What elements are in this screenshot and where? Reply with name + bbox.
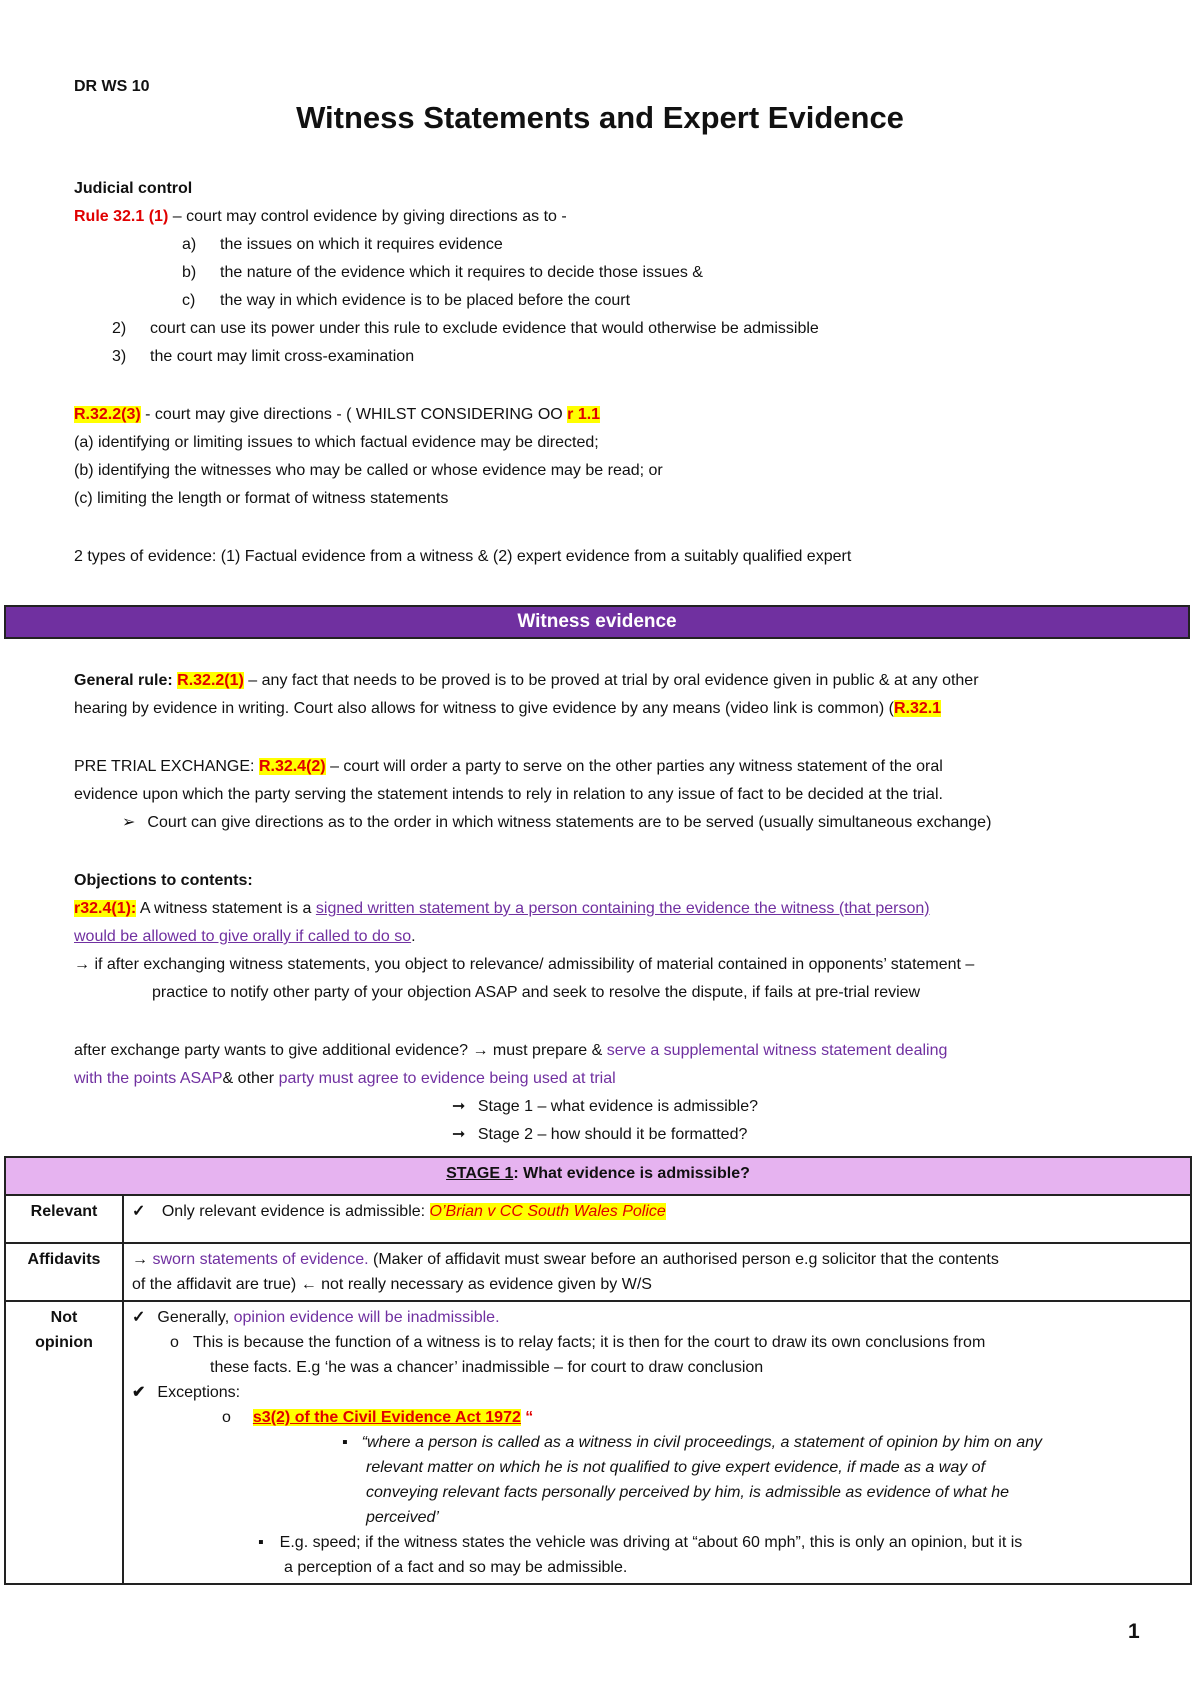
table-row: Affidavits → sworn statements of evidence. (Maker of affidavit must swear before an authorised person e.g solicitor that the contents of the affidavit are true) ← not really necessary as evidence given by W/S	[5, 1243, 1191, 1301]
doc-code: DR WS 10	[74, 78, 150, 95]
pretrial-bullet: ➢ Court can give directions as to the order in which witness statements are to be served (usually simultaneous exchange)	[122, 814, 992, 831]
check-icon: ✓	[132, 1309, 146, 1326]
rule-32-1-line	[74, 206, 567, 228]
objections-arrow-line-1: → if after exchanging witness statements, you object to relevance/ admissibility of material contained in opponents’ statement –	[74, 956, 975, 973]
circle-bullet-icon: o	[222, 1409, 231, 1426]
general-rule-line-1: General rule: R.32.2(1) – any fact that needs to be proved is to be proved at trial by oral evidence given in public & at any other	[74, 672, 979, 689]
objections-arrow-line-2: practice to notify other party of your objection ASAP and seek to resolve the dispute, if fails at pre-trial review	[152, 984, 921, 1001]
section-banner: Witness evidence	[4, 605, 1190, 639]
r32-2-3-line: R.32.2(3) - court may give directions - ( WHILST CONSIDERING OO r 1.1	[74, 406, 601, 423]
square-bullet-icon: ▪	[258, 1534, 264, 1551]
table-row: Relevant ✓ Only relevant evidence is admissible: O’Brian v CC South Wales Police	[5, 1195, 1191, 1243]
check-icon: ✔	[132, 1384, 146, 1401]
row-label: Not opinion	[5, 1301, 123, 1584]
circle-bullet-icon: o	[170, 1334, 179, 1351]
r32-2-line-c: (c) limiting the length or format of witness statements	[74, 490, 449, 507]
rule-text: – court may control evidence by giving directions as to -	[168, 208, 567, 225]
pretrial-line-1: PRE TRIAL EXCHANGE: R.32.4(2) – court will order a party to serve on the other parties any witness statement of the oral	[74, 758, 943, 775]
table-header-row: STAGE 1: What evidence is admissible?	[5, 1157, 1191, 1195]
stage-1-line: ➞ Stage 1 – what evidence is admissible?	[452, 1098, 759, 1115]
list-item: 2) court can use its power under this rule to exclude evidence that would otherwise be admissible	[112, 320, 819, 337]
row-label: Affidavits	[5, 1243, 123, 1301]
judicial-heading: Judicial control	[74, 180, 193, 197]
table-row: Not opinion ✓ Generally, opinion evidence will be inadmissible. o This is because the function of a witness is to relay facts; it is then for the court to draw its own conclusions from these facts. E.g ‘he was a chancer’ inadmissible – for court to draw conclusion ✔ Exceptions: o s3(2) of the Civil Evidence Act 1972 “ ▪ “where a person is called as a witness in civil proceedings, a statement of opinion by him on any relevant matter on which he is not qualified to give expert evidence, if made as a way of conveying relevant facts personally perceived by him, is admissible as evidence of what he perceived’ ▪ E.g. speed; if the witness states the vehicle was driving at “about 60 mph”, this is only an opinion, but it is a perception of a fact and so may be admissible.	[5, 1301, 1191, 1584]
page-title: Witness Statements and Expert Evidence	[296, 100, 904, 135]
objections-line-2: would be allowed to give orally if called to do so.	[74, 928, 416, 945]
rule-ref: Rule 32.1	[74, 208, 145, 225]
check-icon: ✓	[132, 1203, 146, 1220]
list-item: 3) the court may limit cross-examination	[112, 348, 415, 365]
objections-heading: Objections to contents:	[74, 872, 253, 889]
after-exchange-line-2: with the points ASAP& other party must agree to evidence being used at trial	[74, 1070, 616, 1087]
list-item: b) the nature of the evidence which it requires to decide those issues &	[182, 264, 703, 281]
general-rule-line-2: hearing by evidence in writing. Court also allows for witness to give evidence by any means (video link is common) (R.32.1	[74, 700, 942, 717]
square-bullet-icon: ▪	[342, 1434, 348, 1451]
objections-line-1: r32.4(1): A witness statement is a signed written statement by a person containing the evidence the witness (that person)	[74, 900, 930, 917]
evidence-types: 2 types of evidence: (1) Factual evidence from a witness & (2) expert evidence from a suitably qualified expert	[74, 548, 852, 565]
r32-2-line-a: (a) identifying or limiting issues to which factual evidence may be directed;	[74, 434, 599, 451]
page-number: 1	[1128, 1620, 1140, 1643]
list-item: a) the issues on which it requires evidence	[182, 236, 503, 253]
list-item: c) the way in which evidence is to be placed before the court	[182, 292, 631, 309]
pretrial-line-2: evidence upon which the party serving the statement intends to rely in relation to any issue of fact to be decided at the trial.	[74, 786, 943, 803]
rule-sub: (1)	[148, 208, 169, 225]
stage-2-line: ➞ Stage 2 – how should it be formatted?	[452, 1126, 748, 1143]
row-label: Relevant	[5, 1195, 123, 1243]
admissibility-table	[4, 1156, 1192, 1585]
arrowhead-bullet-icon: ➢	[122, 814, 136, 831]
after-exchange-line-1: after exchange party wants to give additional evidence? → must prepare & serve a supplemental witness statement dealing	[74, 1042, 948, 1059]
r32-2-line-b: (b) identifying the witnesses who may be called or whose evidence may be read; or	[74, 462, 663, 479]
